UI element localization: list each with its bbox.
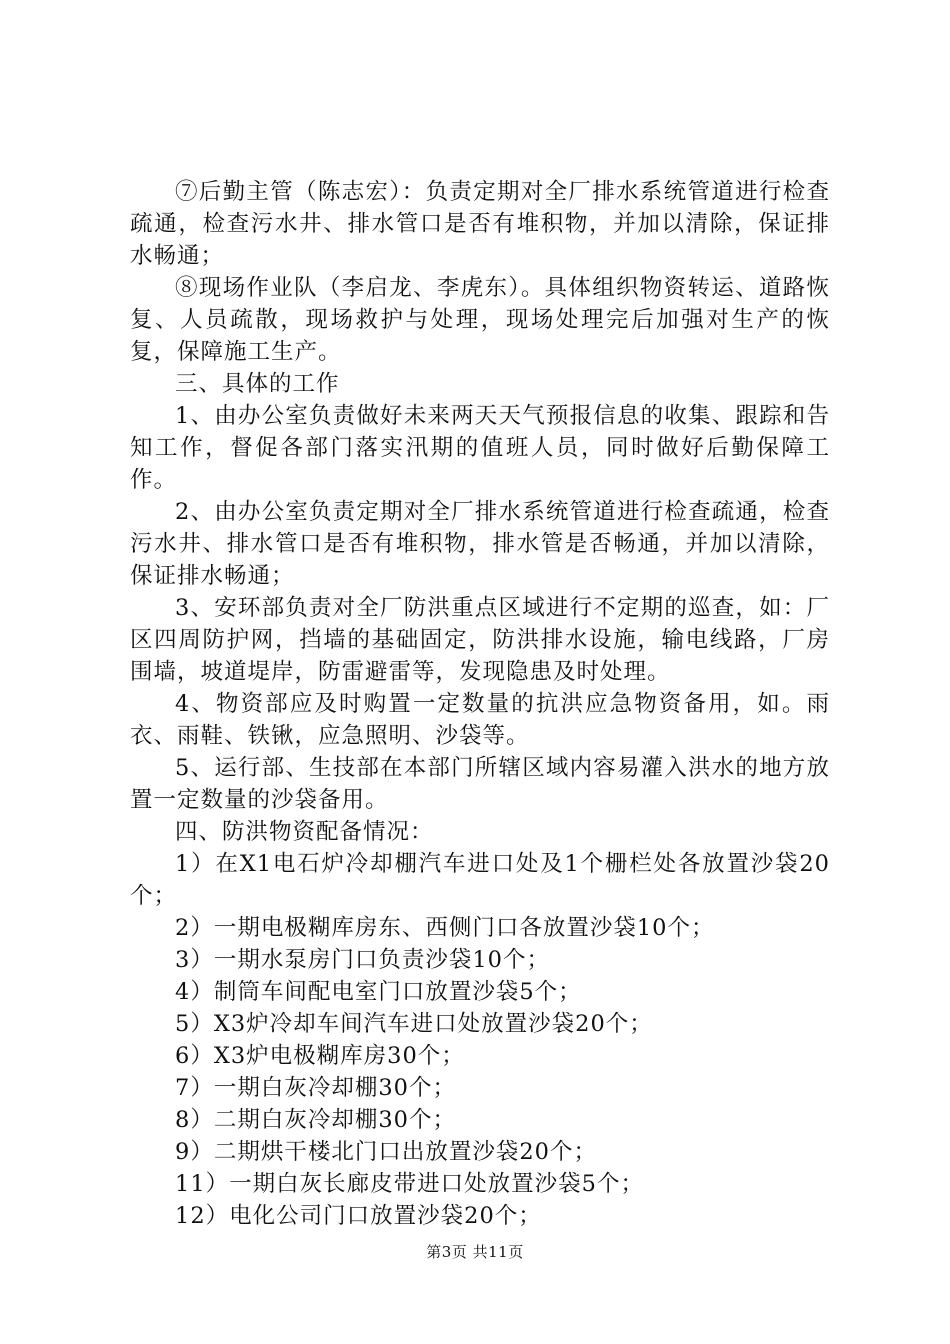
document-body [130,176,830,1232]
page-number-footer: 第3页 共11页 [426,1243,524,1261]
list-item-material-12: 12）电化公司门口放置沙袋20个； [175,1203,542,1229]
list-item-material-4: 4）制筒车间配电室门口放置沙袋5个； [175,979,582,1005]
list-item-material-3: 3）一期水泵房门口负责沙袋10个； [175,947,550,973]
paragraph-field-team: ⑧现场作业队（李启龙、李虎东）。具体组织物资转运、道路恢复、人员疏散，现场救护与处理，现场处理完后加强对生产的恢复，保障施工生产。 [130,275,830,365]
list-item-material-11: 11）一期白灰长廊皮带进口处放置沙袋5个； [175,1171,644,1197]
paragraph-work-item-4: 4、物资部应及时购置一定数量的抗洪应急物资备用，如。雨衣、雨鞋、铁锹，应急照明、沙袋等。 [130,691,830,749]
list-item-material-7: 7）一期白灰冷却棚30个； [175,1075,456,1101]
paragraph-logistics-manager: ⑦后勤主管（陈志宏）：负责定期对全厂排水系统管道进行检查疏通，检查污水井、排水管口是否有堆积物，并加以清除，保证排水畅通； [130,179,830,269]
list-item-material-9: 9）二期烘干楼北门口出放置沙袋20个； [175,1139,597,1165]
paragraph-work-item-2: 2、由办公室负责定期对全厂排水系统管道进行检查疏通，检查污水井、排水管口是否有堆积物，排水管是否畅通，并加以清除，保证排水畅通； [130,499,830,589]
paragraph-work-item-3: 3、安环部负责对全厂防洪重点区域进行不定期的巡查，如：厂区四周防护网，挡墙的基础固定，防洪排水设施，输电线路，厂房围墙，坡道堤岸，防雷避雷等，发现隐患及时处理。 [130,595,830,685]
list-item-material-1: 1）在X1电石炉冷却棚汽车进口处及1个栅栏处各放置沙袋20个； [130,851,830,909]
section-heading-specific-work: 三、具体的工作 [175,371,340,397]
section-heading-materials: 四、防洪物资配备情况： [175,819,434,845]
list-item-material-5: 5）X3炉冷却车间汽车进口处放置沙袋20个； [175,1011,653,1037]
list-item-material-6: 6）X3炉电极糊库房30个； [175,1043,465,1069]
paragraph-work-item-5: 5、运行部、生技部在本部门所辖区域内容易灌入洪水的地方放置一定数量的沙袋备用。 [130,755,830,813]
list-item-material-8: 8）二期白灰冷却棚30个； [175,1107,456,1133]
paragraph-work-item-1: 1、由办公室负责做好未来两天天气预报信息的收集、跟踪和告知工作，督促各部门落实汛期的值班人员，同时做好后勤保障工作。 [130,403,830,493]
list-item-material-2: 2）一期电极糊库房东、西侧门口各放置沙袋10个； [175,915,715,941]
